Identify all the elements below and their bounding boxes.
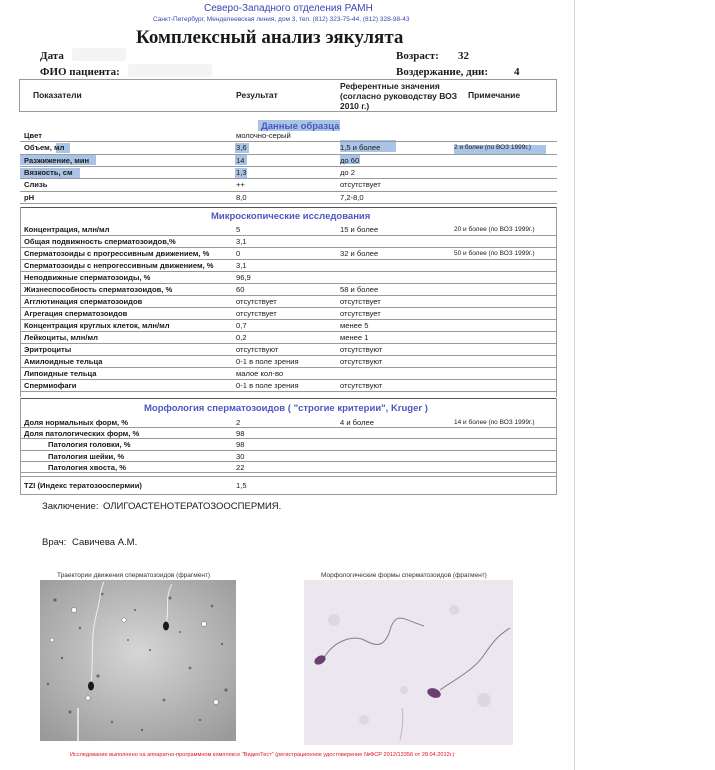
row-reference: менее 5 bbox=[340, 321, 369, 330]
table-right-border bbox=[556, 79, 557, 112]
row-divider bbox=[20, 355, 557, 356]
row-divider bbox=[20, 235, 557, 236]
row-divider bbox=[20, 283, 557, 284]
row-divider bbox=[20, 343, 557, 344]
row-result: 8,0 bbox=[236, 192, 247, 202]
row-label: Амилоидные тельца bbox=[24, 357, 103, 366]
row-divider bbox=[20, 319, 557, 320]
row-result: 0,7 bbox=[236, 321, 247, 330]
row-result: отсутствует bbox=[236, 309, 277, 318]
row-label: Агрегация сперматозоидов bbox=[24, 309, 128, 318]
row-divider bbox=[20, 141, 557, 142]
row-divider bbox=[20, 450, 557, 451]
row-label: Доля нормальных форм, % bbox=[24, 418, 129, 427]
row-divider bbox=[20, 247, 557, 248]
table-top-rule bbox=[19, 79, 556, 80]
tzi-bottom-rule bbox=[20, 494, 557, 495]
row-result: 2 bbox=[236, 418, 241, 427]
row-result: 30 bbox=[236, 451, 245, 461]
row-divider bbox=[20, 203, 557, 204]
row-divider bbox=[20, 191, 557, 192]
row-reference: 1,5 и более bbox=[340, 143, 381, 153]
row-result: 22 bbox=[236, 462, 245, 472]
row-reference: 7,2-8,0 bbox=[340, 192, 364, 202]
row-label: Сперматозоиды с прогрессивным движением, % bbox=[24, 249, 210, 258]
row-result: малое кол-во bbox=[236, 369, 284, 378]
doctor-label: Врач: bbox=[42, 537, 67, 548]
page-title: Комплексный анализ эякулята bbox=[136, 27, 404, 48]
row-reference: до 60 bbox=[340, 155, 360, 165]
col-result: Результат bbox=[236, 90, 278, 100]
row-label: Патология хвоста, % bbox=[48, 462, 126, 472]
row-reference: отсутствует bbox=[340, 297, 381, 306]
row-divider bbox=[20, 166, 557, 167]
table-left-border bbox=[19, 79, 20, 112]
age-label: Возраст: bbox=[396, 50, 439, 62]
col-note: Примечание bbox=[468, 90, 521, 100]
row-label: pH bbox=[24, 192, 35, 202]
footer-note: Исследование выполнено на аппаратно-программном комплексе "ВидеоТест" (регистрационное удостоверение №ФСР 2012/13356 от 28.04.2012г.) bbox=[70, 752, 455, 758]
row-label: Патология шейки, % bbox=[48, 451, 125, 461]
sperm-morphology-micrograph bbox=[304, 580, 513, 745]
row-note: 14 и более (по ВОЗ 1999г.) bbox=[454, 419, 535, 426]
col-reference: Референтные значения (согласно руководству ВОЗ 2010 г.) bbox=[340, 81, 458, 111]
row-note: 20 и более (по ВОЗ 1999г.) bbox=[454, 226, 535, 233]
row-reference: отсутствуют bbox=[340, 381, 383, 390]
tzi-value: 1,5 bbox=[236, 481, 247, 490]
age-value: 32 bbox=[458, 50, 469, 62]
row-reference: 15 и более bbox=[340, 225, 379, 234]
col-indicators: Показатели bbox=[33, 90, 82, 100]
row-result: 96,9 bbox=[236, 273, 251, 282]
doctor-name: Савичева А.М. bbox=[72, 537, 138, 548]
row-label: Неподвижные сперматозоиды, % bbox=[24, 273, 151, 282]
row-label: Лейкоциты, млн/мл bbox=[24, 333, 98, 342]
conclusion-text: ОЛИГОАСТЕНОТЕРАТОЗООСПЕРМИЯ. bbox=[103, 501, 282, 512]
row-label: Эритроциты bbox=[24, 345, 72, 354]
morph-section-title: Морфология сперматозоидов ( "строгие критерии", Kruger ) bbox=[144, 403, 428, 414]
row-result: 3,1 bbox=[236, 261, 247, 270]
row-result: молочно-серый bbox=[236, 131, 291, 140]
row-label: Доля патологических форм, % bbox=[24, 429, 140, 439]
row-divider bbox=[20, 271, 557, 272]
right-image-caption: Морфологические формы сперматозоидов (фрагмент) bbox=[321, 572, 487, 579]
row-reference: 32 и более bbox=[340, 249, 379, 258]
row-reference: менее 1 bbox=[340, 333, 369, 342]
row-result: 0-1 в поле зрения bbox=[236, 381, 299, 390]
row-label: Слизь bbox=[24, 180, 48, 190]
row-result: 5 bbox=[236, 225, 241, 234]
row-result: 0 bbox=[236, 249, 241, 258]
row-label: Концентрация круглых клеток, млн/мл bbox=[24, 321, 170, 330]
row-label: Жизнеспособность сперматозоидов, % bbox=[24, 285, 173, 294]
row-reference: отсутствуют bbox=[340, 357, 383, 366]
row-label: Сперматозоиды с непрогессивным движением, % bbox=[24, 261, 214, 270]
row-divider bbox=[20, 472, 557, 473]
date-label: Дата bbox=[40, 50, 64, 62]
row-label: Липоидные тельца bbox=[24, 369, 97, 378]
row-reference: до 2 bbox=[340, 167, 355, 177]
row-divider bbox=[20, 295, 557, 296]
row-result: отсутствует bbox=[236, 297, 277, 306]
row-result: 1,3 bbox=[236, 167, 247, 177]
tzi-label: TZI (Индекс тератозооспермии) bbox=[24, 481, 142, 490]
conclusion-label: Заключение: bbox=[42, 501, 99, 512]
micro-top-rule bbox=[20, 207, 557, 208]
sperm-trajectory-micrograph bbox=[40, 580, 236, 741]
row-divider bbox=[20, 154, 557, 155]
morph-right-border bbox=[556, 398, 557, 494]
row-label: Агглютинация сперматозоидов bbox=[24, 297, 143, 306]
row-divider bbox=[20, 307, 557, 308]
row-result: 98 bbox=[236, 440, 245, 450]
abstinence-value: 4 bbox=[514, 66, 520, 78]
morph-left-border bbox=[20, 398, 21, 494]
row-label: Вязкость, см bbox=[24, 167, 73, 177]
row-note: 50 и более (по ВОЗ 1999г.) bbox=[454, 250, 535, 257]
row-divider bbox=[20, 331, 557, 332]
row-label: Объем, мл bbox=[24, 143, 65, 153]
row-reference: отсутствуют bbox=[340, 345, 383, 354]
row-result: 14 bbox=[236, 155, 245, 165]
row-result: 3,1 bbox=[236, 237, 247, 246]
patient-label: ФИО пациента: bbox=[40, 66, 120, 78]
row-divider bbox=[20, 367, 557, 368]
org-name: Северо-Западного отделения РАМН bbox=[204, 3, 373, 14]
left-image-caption: Траектории движения сперматозоидов (фрагмент) bbox=[57, 572, 211, 579]
redacted-patient-name bbox=[128, 64, 212, 77]
row-note: 2 и более (по ВОЗ 1999г.) bbox=[454, 144, 531, 152]
abstinence-label: Воздержание, дни: bbox=[396, 66, 489, 78]
table-header-rule bbox=[19, 111, 556, 112]
sample-section-title: Данные образца bbox=[261, 121, 340, 132]
row-result: 0-1 в поле зрения bbox=[236, 357, 299, 366]
row-divider bbox=[20, 461, 557, 462]
row-result: отсутствуют bbox=[236, 345, 279, 354]
row-label: Цвет bbox=[24, 131, 42, 140]
row-divider bbox=[20, 391, 557, 392]
row-divider bbox=[20, 427, 557, 428]
row-label: Патология головки, % bbox=[48, 440, 131, 450]
row-result: 0,2 bbox=[236, 333, 247, 342]
redacted-date bbox=[72, 48, 126, 61]
row-label: Концентрация, млн/мл bbox=[24, 225, 110, 234]
row-label: Разжижение, мин bbox=[24, 155, 90, 165]
row-divider bbox=[20, 259, 557, 260]
row-reference: отсутствует bbox=[340, 309, 381, 318]
tzi-top-rule bbox=[20, 476, 557, 477]
row-divider bbox=[20, 178, 557, 179]
row-reference: отсутствует bbox=[340, 180, 381, 190]
micro-section-title: Микроскопические исследования bbox=[211, 211, 371, 222]
row-result: 98 bbox=[236, 429, 245, 439]
row-divider bbox=[20, 379, 557, 380]
row-result: 60 bbox=[236, 285, 245, 294]
row-result: ++ bbox=[236, 180, 245, 190]
page-edge bbox=[574, 0, 575, 770]
row-reference: 58 и более bbox=[340, 285, 379, 294]
row-result: 3,6 bbox=[236, 143, 247, 153]
row-label: Спермиофаги bbox=[24, 381, 77, 390]
row-label: Общая подвижность сперматозоидов,% bbox=[24, 237, 176, 246]
morph-top-rule bbox=[20, 398, 557, 399]
row-reference: 4 и более bbox=[340, 418, 374, 427]
row-divider bbox=[20, 438, 557, 439]
org-address: Санкт-Петербург, Менделеевская линия, дом 3, тел. (812) 323-75-44, (812) 328-98-43 bbox=[153, 16, 410, 23]
